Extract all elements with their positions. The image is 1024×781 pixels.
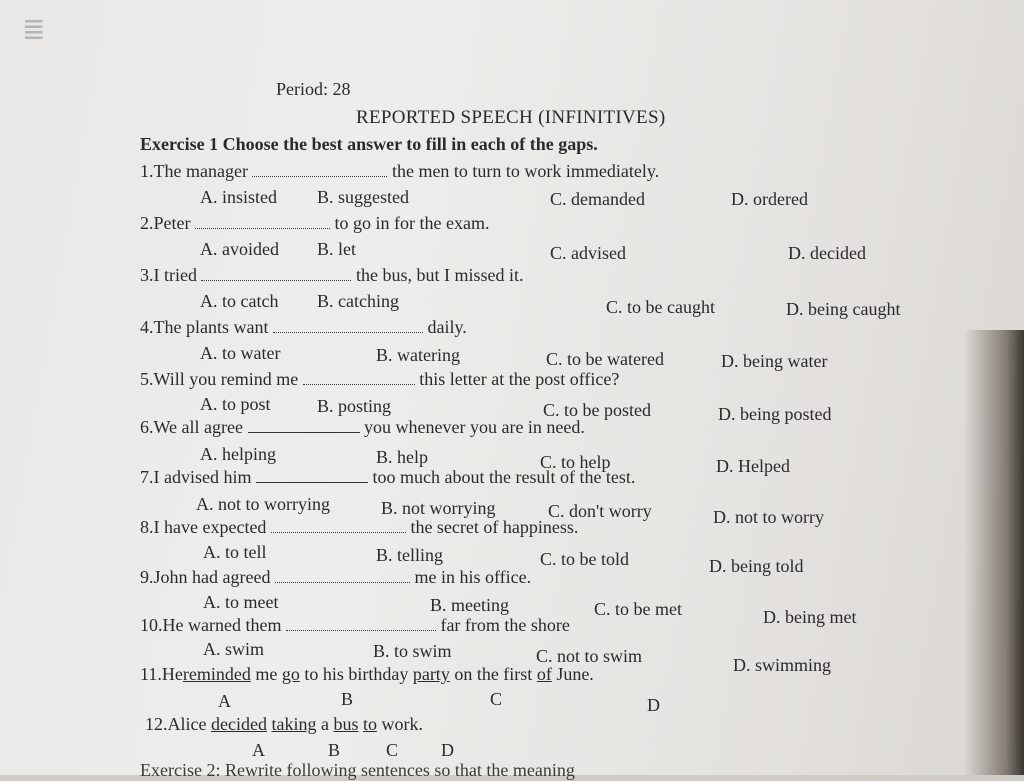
marker-b: B xyxy=(328,740,341,760)
question-6: 6.We all agree you whenever you are in need. xyxy=(140,417,585,437)
option-b: B. let xyxy=(317,239,356,259)
question-12: 12.Alice decided taking a bus to work. xyxy=(145,714,423,734)
answer-blank xyxy=(256,468,368,483)
option-a: A. not to worrying xyxy=(196,494,330,514)
corner-stamp-icon: ≣ xyxy=(22,15,46,46)
page-title: REPORTED SPEECH (INFINITIVES) xyxy=(356,107,666,128)
option-a: A. to meet xyxy=(203,592,279,612)
option-a: A. swim xyxy=(203,639,265,659)
answer-blank xyxy=(201,266,351,281)
option-c: C. not to swim xyxy=(536,646,643,666)
option-d: D. being told xyxy=(709,556,804,576)
option-b: B. not worrying xyxy=(381,498,496,518)
option-c: C. to be caught xyxy=(606,297,715,317)
answer-blank xyxy=(271,518,406,533)
option-c: C. demanded xyxy=(550,189,645,209)
option-c: C. to help xyxy=(540,452,611,472)
option-c: C. to be watered xyxy=(546,349,664,369)
question-7: 7.I advised him too much about the result of the test. xyxy=(140,467,636,487)
answer-blank xyxy=(303,370,415,385)
option-d: D. swimming xyxy=(733,655,832,675)
option-a: A. to water xyxy=(200,343,281,363)
option-b: B. catching xyxy=(317,291,399,311)
option-c: C. advised xyxy=(550,243,626,263)
option-d: D. Helped xyxy=(716,456,790,476)
option-c: C. to be met xyxy=(594,599,682,619)
question-1: 1.The manager the men to turn to work immediately. xyxy=(140,161,660,181)
option-d: D. not to worry xyxy=(713,507,824,527)
option-b: B. to swim xyxy=(373,641,452,661)
option-b: B. posting xyxy=(317,396,392,416)
option-b: B. meeting xyxy=(430,595,509,615)
question-10: 10.He warned them far from the shore xyxy=(140,615,570,635)
question-2: 2.Peter to go in for the exam. xyxy=(140,213,490,233)
marker-c: C xyxy=(490,689,503,709)
question-4: 4.The plants want daily. xyxy=(140,317,467,337)
marker-c: C xyxy=(386,740,399,760)
answer-blank xyxy=(275,568,410,583)
option-d: D. decided xyxy=(788,243,866,263)
question-9: 9.John had agreed me in his office. xyxy=(140,567,532,587)
option-c: C. to be told xyxy=(540,549,629,569)
option-d: D. ordered xyxy=(731,189,808,209)
option-c: C. don't worry xyxy=(548,501,652,521)
option-c: C. to be posted xyxy=(543,400,651,420)
question-5: 5.Will you remind me this letter at the post office? xyxy=(140,369,620,389)
next-exercise-cutoff: Exercise 2: Rewrite following sentences so that the meaning xyxy=(140,760,575,780)
option-d: D. being met xyxy=(763,607,857,627)
marker-b: B xyxy=(341,689,354,709)
option-a: A. to post xyxy=(200,394,271,414)
answer-blank xyxy=(248,418,360,433)
answer-blank xyxy=(195,214,330,229)
option-b: B. watering xyxy=(376,345,460,365)
marker-a: A xyxy=(252,740,265,760)
option-b: B. suggested xyxy=(317,187,409,207)
marker-a: A xyxy=(218,691,231,711)
option-b: B. help xyxy=(376,447,428,467)
period-label: Period: 28 xyxy=(276,79,351,99)
answer-blank xyxy=(252,162,387,177)
option-a: A. avoided xyxy=(200,239,279,259)
option-d: D. being water xyxy=(721,351,828,371)
question-11: 11.Hereminded me go to his birthday party on the first of June. xyxy=(140,664,594,684)
answer-blank xyxy=(273,318,423,333)
option-a: A. to tell xyxy=(203,542,267,562)
marker-d: D xyxy=(647,695,660,715)
page-shadow xyxy=(964,330,1024,775)
option-a: A. insisted xyxy=(200,187,278,207)
answer-blank xyxy=(286,616,436,631)
option-a: A. helping xyxy=(200,444,276,464)
marker-d: D xyxy=(441,740,454,760)
exercise-instruction: Exercise 1 Choose the best answer to fill in each of the gaps. xyxy=(140,134,598,154)
option-d: D. being posted xyxy=(718,404,832,424)
question-3: 3.I tried the bus, but I missed it. xyxy=(140,265,524,285)
option-a: A. to catch xyxy=(200,291,279,311)
question-8: 8.I have expected the secret of happiness. xyxy=(140,517,579,537)
option-b: B. telling xyxy=(376,545,443,565)
option-d: D. being caught xyxy=(786,299,901,319)
